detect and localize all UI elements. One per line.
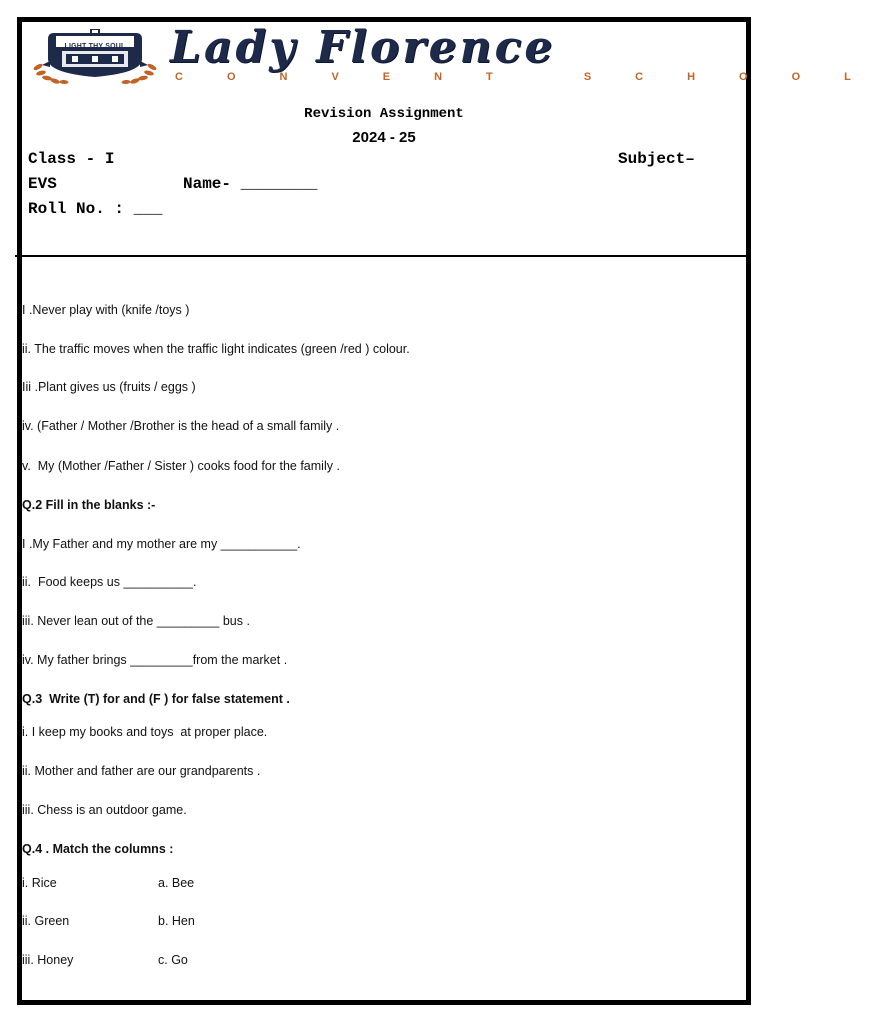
class-label: Class - I (28, 150, 115, 168)
school-logo (32, 27, 158, 85)
subject-label: Subject– (618, 150, 695, 168)
subject-value: EVS (28, 175, 57, 193)
q1-item: v. My (Mother /Father / Sister ) cooks food for the family . (22, 459, 340, 473)
header-divider (15, 255, 751, 257)
school-name: Lady Florence (170, 22, 556, 73)
match-column-a-item: ii. Green (22, 914, 70, 928)
match-column-a-item: i. Rice (22, 876, 57, 890)
q1-item: Iii .Plant gives us (fruits / eggs ) (22, 380, 196, 394)
q2-item: iii. Never lean out of the _________ bus . (22, 614, 250, 628)
q4-heading: Q.4 . Match the columns : (22, 842, 174, 856)
q2-item: I .My Father and my mother are my ___________. (22, 537, 301, 551)
q2-heading: Q.2 Fill in the blanks :- (22, 498, 156, 512)
assignment-title: Revision Assignment (304, 106, 464, 122)
school-motto: LIGHT THY SOUL (64, 43, 126, 50)
q1-item: I .Never play with (knife /toys ) (22, 303, 190, 317)
match-column-b-item: c. Go (158, 953, 188, 967)
roll-number-field: Roll No. : ___ (28, 200, 163, 218)
q1-item: iv. (Father / Mother /Brother is the head of a small family . (22, 419, 340, 433)
q3-item: iii. Chess is an outdoor game. (22, 803, 187, 817)
school-subtitle: CONVENT SCHOOL (175, 71, 895, 83)
q2-item: iv. My father brings _________from the market . (22, 653, 288, 667)
q2-item: ii. Food keeps us __________. (22, 575, 197, 589)
name-field: Name- ________ (183, 175, 318, 193)
match-column-b-item: a. Bee (158, 876, 195, 890)
q3-heading: Q.3 Write (T) for and (F ) for false statement . (22, 692, 290, 706)
q3-item: ii. Mother and father are our grandparents . (22, 764, 261, 778)
q1-item: ii. The traffic moves when the traffic light indicates (green /red ) colour. (22, 342, 410, 356)
laurel-emblem-icon (32, 27, 158, 85)
match-column-a-item: iii. Honey (22, 953, 74, 967)
q3-item: i. I keep my books and toys at proper place. (22, 725, 268, 739)
academic-year: 2024 - 25 (352, 129, 416, 146)
match-column-b-item: b. Hen (158, 914, 195, 928)
